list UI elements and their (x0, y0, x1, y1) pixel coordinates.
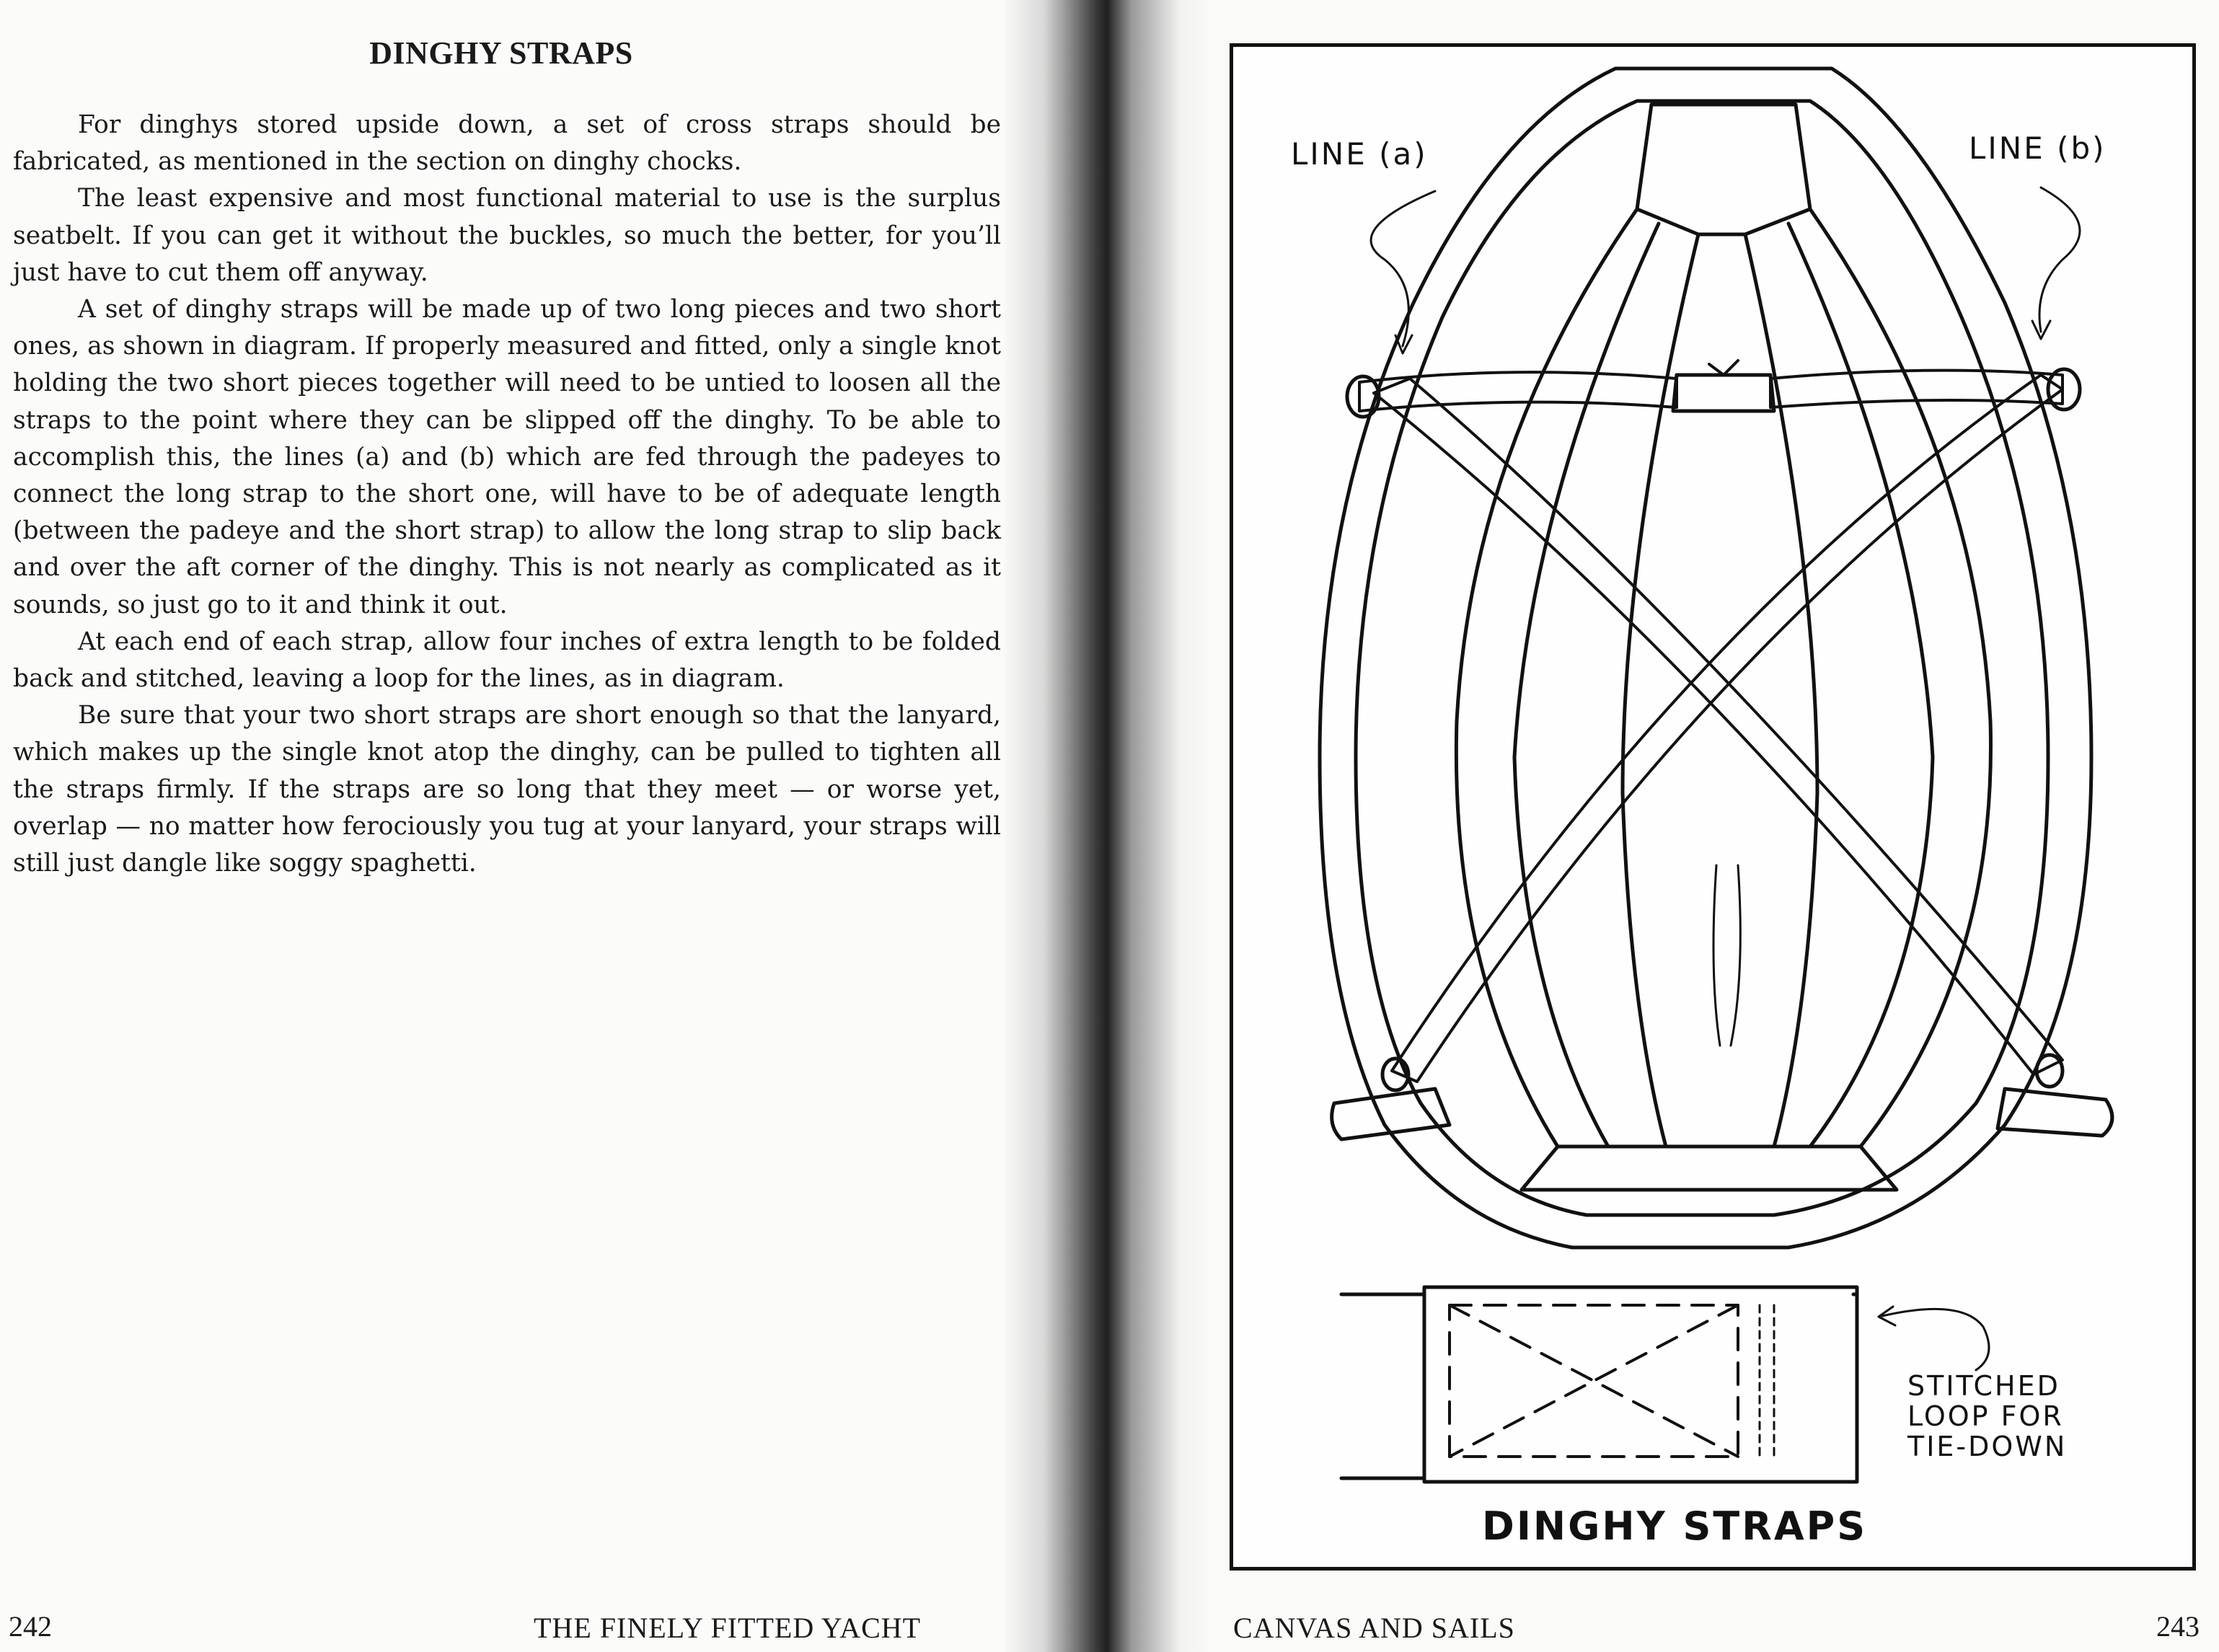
loop-label-line-1: STITCHED (1907, 1370, 2060, 1402)
paragraph: A set of dinghy straps will be made up of two long pieces and two short ones, as shown in diagram. If properly measured and fitted, only a single knot holding the two short pieces together will need to be untied to loosen all the straps to the point where they can be slipped off the dinghy. To be able to accomplish this, the lines (a) and (b) which are fed through the padeyes to connect the long strap to the short one, will have to be of adequate length (between the padeye and the short strap) to allow the long strap to slip back and over the aft corner of the dinghy. This is not nearly as complicated as it sounds, so just go to it and think it out. (13, 295, 1001, 619)
paragraph: The least expensive and most functional material to use is the surplus seatbelt. If you can get it without the buckles, so much the better, for you’ll just have to cut them off anyway. (13, 184, 1001, 287)
line-b-label: LINE (b) (1969, 131, 2106, 166)
line-a-label: LINE (a) (1291, 136, 1428, 172)
section-heading: DINGHY STRAPS (369, 35, 633, 71)
loop-label-line-2: LOOP FOR (1907, 1400, 2064, 1432)
page-number-right: 243 (2156, 1610, 2200, 1643)
figure-caption: DINGHY STRAPS (1482, 1503, 1868, 1549)
paragraph: At each end of each strap, allow four inches of extra length to be folded back and stitched, leaving a loop for the lines, as in diagram. (13, 627, 1001, 694)
paragraph: For dinghys stored upside down, a set of cross straps should be fabricated, as mentioned in the section on dinghy chocks. (13, 110, 1001, 177)
paragraph: Be sure that your two short straps are short enough so that the lanyard, which makes up the single knot atop the dinghy, can be pulled to tighten all the straps firmly. If the straps are so long that they meet — or worse yet, overlap — no matter how ferociously you tug at your lanyard, your straps will still just dangle like soggy spaghetti. (13, 701, 1001, 878)
page-number-left: 242 (9, 1610, 52, 1643)
loop-label-line-3: TIE-DOWN (1907, 1431, 2068, 1462)
running-head-right: CANVAS AND SAILS (1233, 1612, 1515, 1644)
running-head-left: THE FINELY FITTED YACHT (534, 1612, 922, 1644)
